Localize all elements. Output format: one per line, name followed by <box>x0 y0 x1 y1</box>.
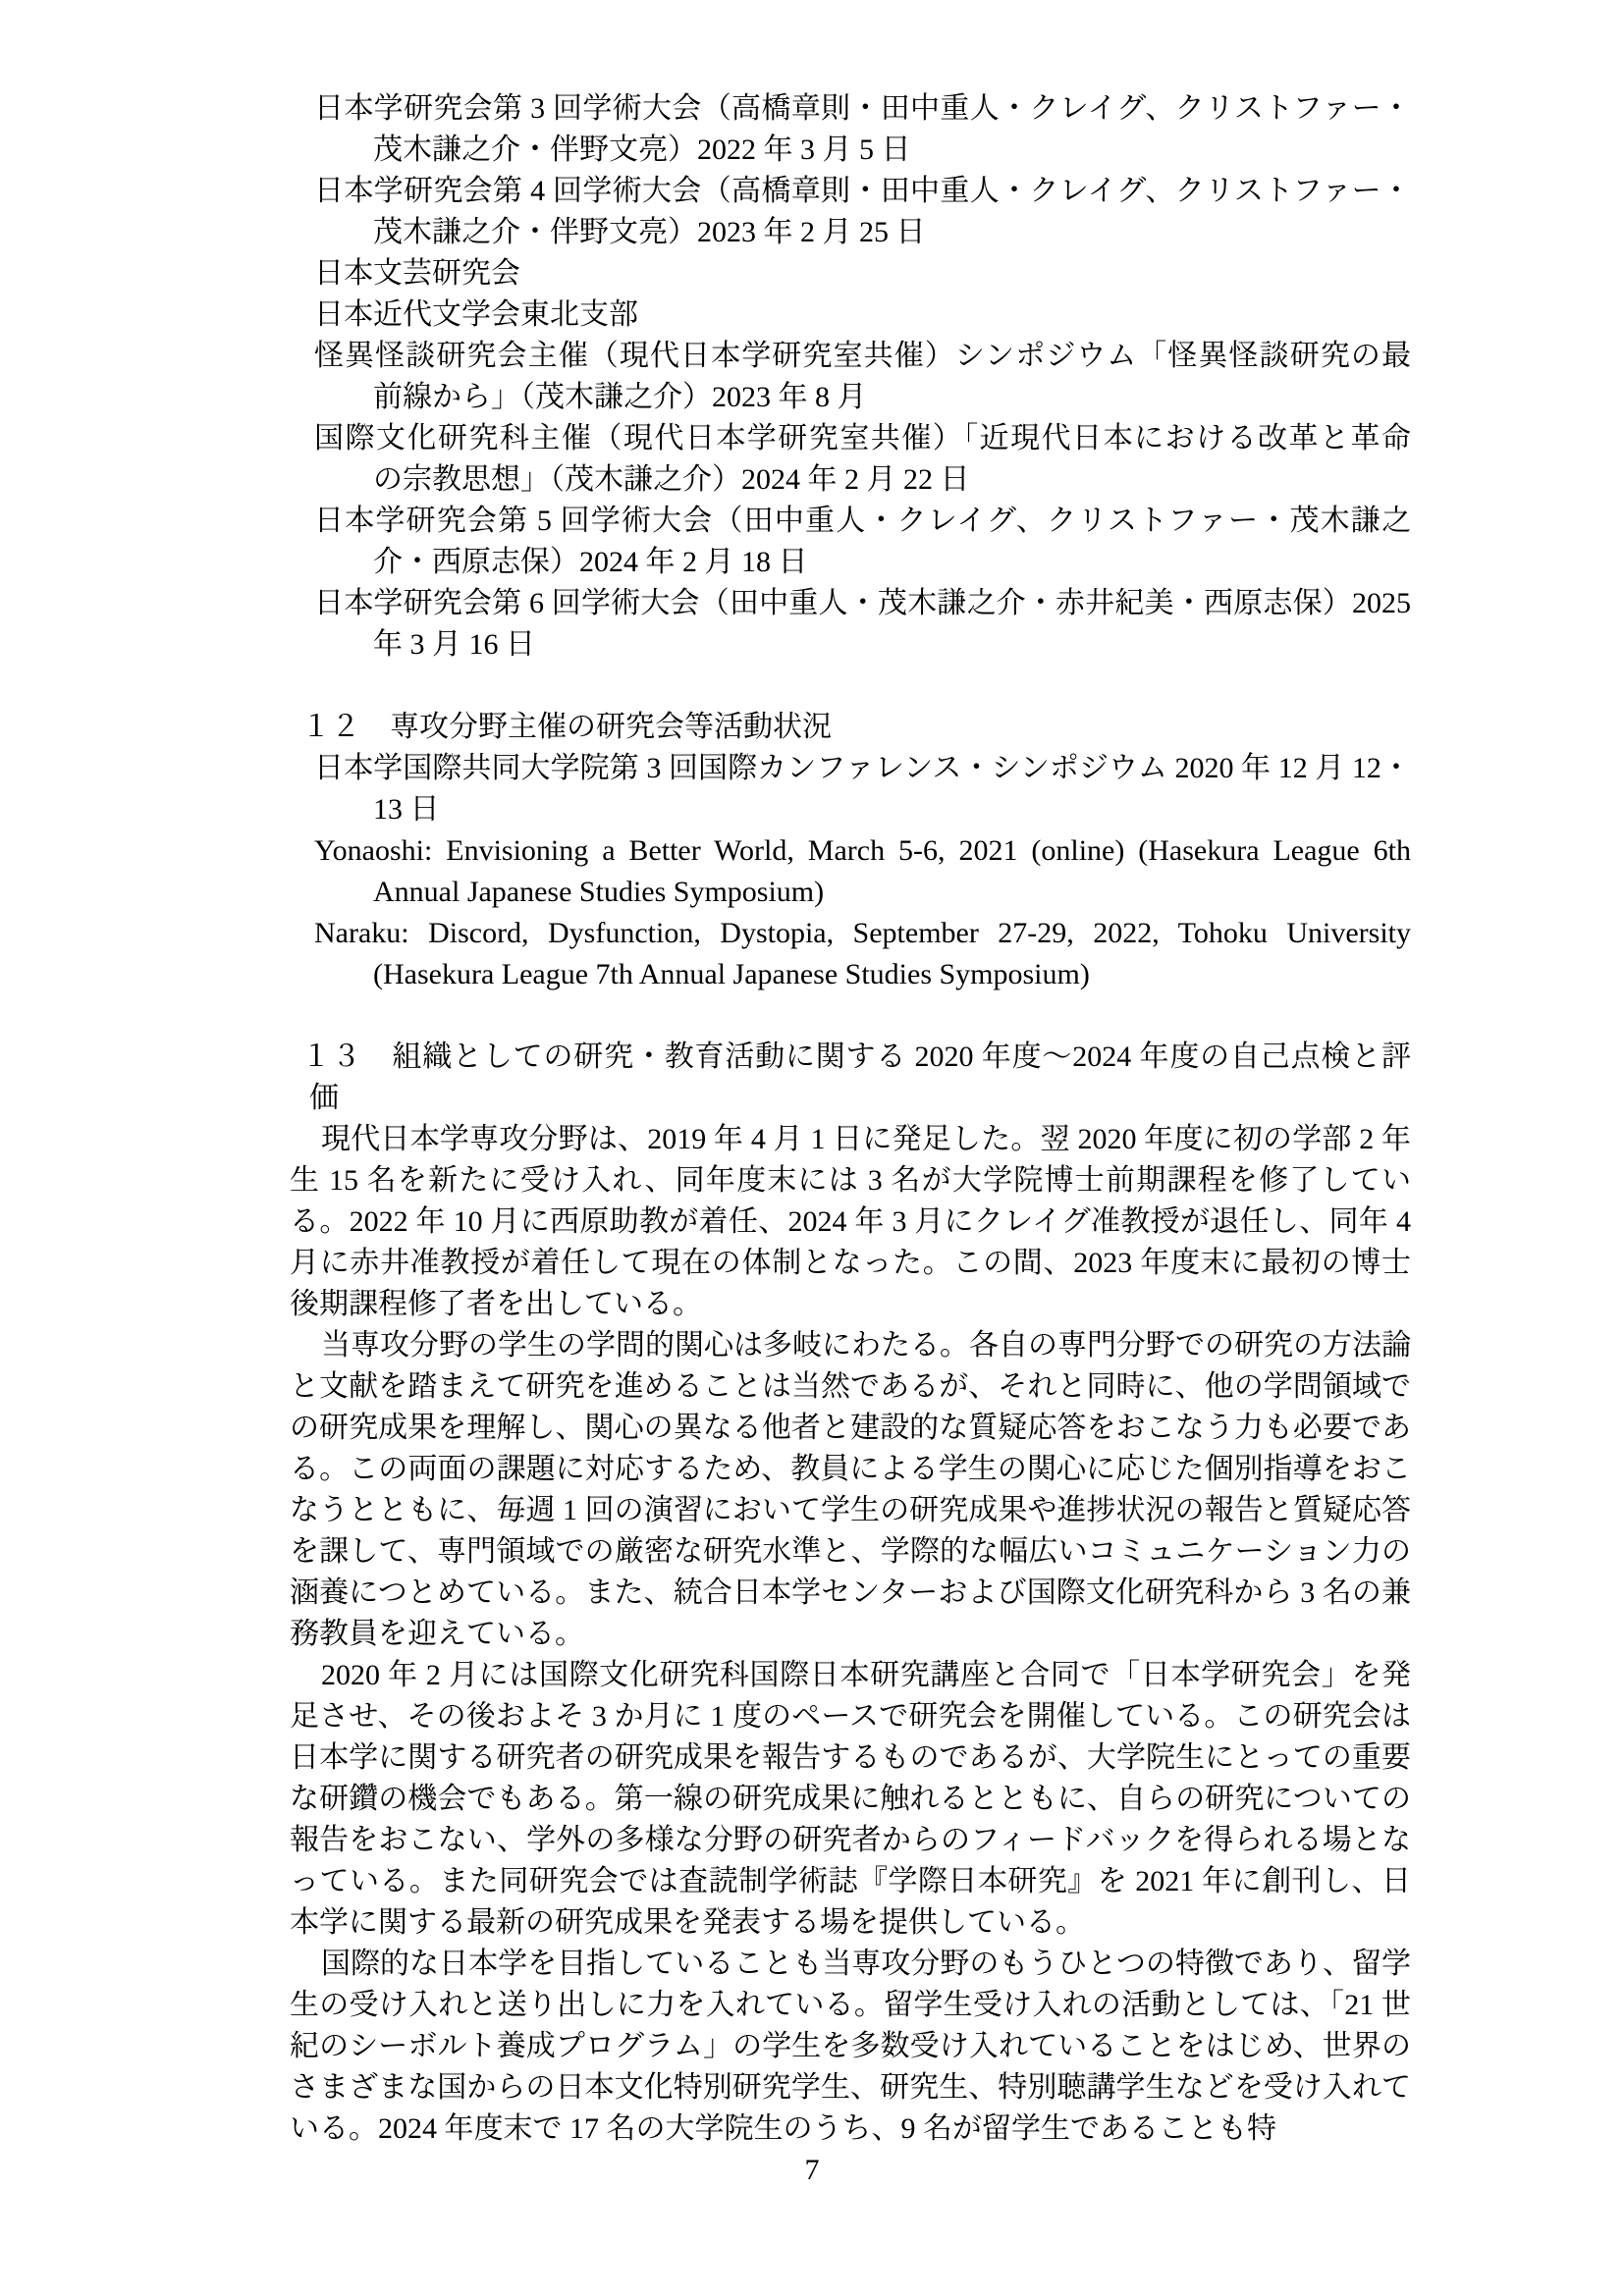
list-item-line: Yonaoshi: Envisioning a Better World, March 5-6, 2021 (online) (Hasekura League 6th <box>314 834 1411 867</box>
list-item-line: 国際文化研究科主催（現代日本学研究室共催）「近現代日本における改革と革命 <box>314 422 1411 454</box>
section-12 <box>290 707 1411 995</box>
list-item-line: 茂木謙之介・伴野文亮）2023 年 2 月 25 日 <box>373 216 926 248</box>
list-item-line: 日本近代文学会東北支部 <box>314 298 638 331</box>
body-paragraph: 当専攻分野の学生の学問的関心は多岐にわたる。各自の専門分野での研究の方法論と文献を踏まえて研究を進めることは当然であるが、それと同時に、他の学問領域での研究成果を理解し、関心の異なる他者と建設的な質疑応答をおこなう力も必要である。この両面の課題に対応するため、教員による学生の関心に応じた個別指導をおこなうとともに、毎週 1 回の演習において学生の研究成果や進捗状況の報告と質疑応答を課して、専門領域での厳密な研究水準と、学際的な幅広いコミュニケーション力の涵養につとめている。また、統合日本学センターおよび国際文化研究科から 3 名の兼務教員を迎えている。 <box>290 1329 1411 1650</box>
list-item-line: の宗教思想」（茂木謙之介）2024 年 2 月 22 日 <box>373 463 970 496</box>
list-item-line: 日本学研究会第 4 回学術大会（高橋章則・田中重人・クレイグ、クリストファー・ <box>314 175 1411 207</box>
list-item-line: 日本学研究会第 3 回学術大会（高橋章則・田中重人・クレイグ、クリストファー・ <box>314 92 1411 125</box>
list-item-line: 介・西原志保）2024 年 2 月 18 日 <box>373 546 808 578</box>
list-item-line: 日本学国際共同大学院第 3 回国際カンファレンス・シンポジウム 2020 年 12 月 12・ <box>314 752 1411 784</box>
list-item-line: (Hasekura League 7th Annual Japanese Studies Symposium) <box>373 958 1090 990</box>
body-paragraph: 国際的な日本学を目指していることも当専攻分野のもうひとつの特徴であり、留学生の受け入れと送り出しに力を入れている。留学生受け入れの活動としては、「21 世紀のシーボルト養成プログラム」の学生を多数受け入れていることをはじめ、世界のさまざまな国からの日本文化特別研究学生、研究生、特別聴講学生などを受け入れている。2024 年度末で 17 名の大学院生のうち、9 名が留学生であることも特 <box>290 1948 1411 2145</box>
section-13-heading-line: 価 <box>309 1082 339 1114</box>
list-item-line: 日本学研究会第 6 回学術大会（田中重人・茂木謙之介・赤井紀美・西原志保）2025 <box>314 587 1411 619</box>
list-item-line: 日本文芸研究会 <box>314 257 520 290</box>
section-12-heading: １２ 専攻分野主催の研究会等活動状況 <box>301 711 832 743</box>
list-item-line: Naraku: Discord, Dysfunction, Dystopia, September 27-29, 2022, Tohoku University <box>314 917 1411 949</box>
list-item-line: 日本学研究会第 5 回学術大会（田中重人・クレイグ、クリストファー・茂木謙之 <box>314 505 1411 537</box>
list-item-line: 茂木謙之介・伴野文亮）2022 年 3 月 5 日 <box>373 133 911 166</box>
body-paragraph: 現代日本学専攻分野は、2019 年 4 月 1 日に発足した。翌 2020 年度に初の学部 2 年生 15 名を新たに受け入れ、同年度末には 3 名が大学院博士前期課程を修了している。2022 年 10 月に西原助教が着任、2024 年 3 月にクレイグ准教授が退任し、同年 4 月に赤井准教授が着任して現在の体制となった。この間、2023 年度末に最初の博士後期課程修了者を出している。 <box>290 1123 1411 1320</box>
section-13 <box>290 1037 1411 2150</box>
body-paragraph: 2020 年 2 月には国際文化研究科国際日本研究講座と合同で「日本学研究会」を発足させ、その後およそ 3 か月に 1 度のペースで研究会を開催している。この研究会は日本学に関する研究者の研究成果を報告するものであるが、大学院生にとっての重要な研鑽の機会でもある。第一線の研究成果に触れるとともに、自らの研究についての報告をおこない、学外の多様な分野の研究者からのフィードバックを得られる場となっている。また同研究会では査読制学術誌『学際日本研究』を 2021 年に創刊し、日本学に関する最新の研究成果を発表する場を提供している。 <box>290 1659 1411 1939</box>
list-item-line: 13 日 <box>373 793 440 826</box>
list-item-line: 前線から」（茂木謙之介）2023 年 8 月 <box>373 381 867 413</box>
list-item-line: 年 3 月 16 日 <box>373 628 535 661</box>
list-item-line: Annual Japanese Studies Symposium) <box>373 876 825 908</box>
section-13-heading-line: １３ 組織としての研究・教育活動に関する 2020 年度～2024 年度の自己点検と評 <box>301 1041 1411 1073</box>
academic-meeting-list <box>290 88 1411 666</box>
page-number: 7 <box>804 2154 820 2186</box>
list-item-line: 怪異怪談研究会主催（現代日本学研究室共催）シンポジウム「怪異怪談研究の最 <box>314 340 1411 372</box>
